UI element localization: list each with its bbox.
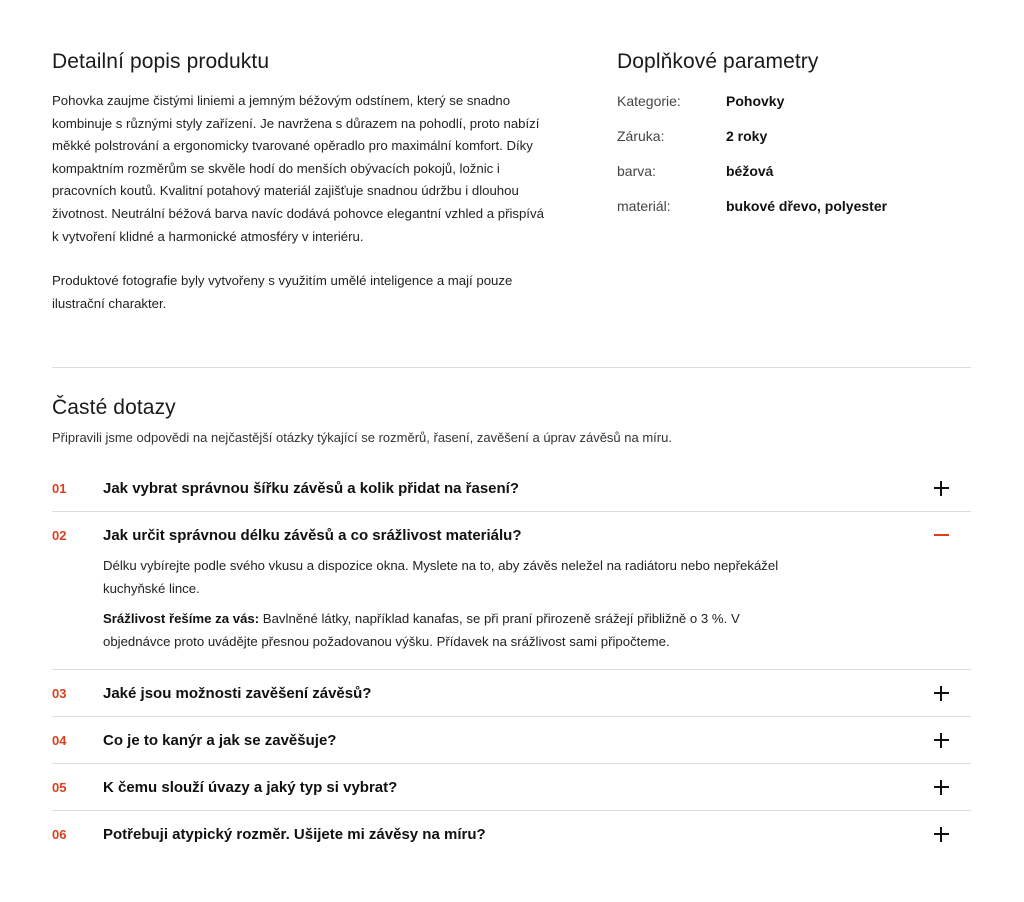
param-row-category [617, 93, 977, 128]
faq-number: 02 [52, 527, 67, 543]
faq-question-toggle[interactable] [52, 512, 971, 558]
minus-icon [934, 528, 949, 543]
faq-section [52, 396, 971, 857]
params-title: Doplňkové parametry [617, 50, 819, 73]
faq-item-expanded [52, 512, 971, 670]
faq-item [52, 764, 971, 811]
additional-parameters [617, 50, 977, 233]
expand-button[interactable] [926, 678, 956, 708]
param-key: Záruka: [617, 128, 665, 144]
param-key: materiál: [617, 198, 671, 214]
faq-number: 01 [52, 480, 67, 496]
faq-question-toggle[interactable] [52, 717, 971, 763]
faq-question-toggle[interactable] [52, 465, 971, 511]
param-value: béžová [726, 163, 774, 179]
param-row-warranty [617, 128, 977, 163]
faq-item [52, 465, 971, 512]
faq-answer [52, 554, 971, 669]
expand-button[interactable] [926, 819, 956, 849]
faq-item [52, 670, 971, 717]
product-description [52, 50, 552, 315]
param-value: Pohovky [726, 93, 785, 109]
answer-text: Bavlněné látky, například kanafas, se při praní přirozeně srážejí přibližně o 3 %. V objednávce proto uvádějte přesnou požadovanou výšku. Přídavek na srážlivost sami připočteme. [103, 611, 740, 649]
faq-question: Jak určit správnou délku závěsů a co srážlivost materiálu? [103, 526, 522, 544]
description-title: Detailní popis produktu [52, 50, 270, 73]
collapse-button[interactable] [926, 520, 956, 550]
faq-title: Časté dotazy [52, 396, 176, 419]
answer-paragraph [103, 607, 793, 653]
faq-question-toggle[interactable] [52, 811, 971, 857]
faq-item [52, 717, 971, 764]
param-key: Kategorie: [617, 93, 681, 109]
plus-icon [934, 827, 949, 842]
faq-question: K čemu slouží úvazy a jaký typ si vybrat? [103, 778, 398, 796]
plus-icon [934, 686, 949, 701]
section-divider [52, 367, 971, 368]
answer-paragraph: Délku vybírejte podle svého vkusu a dispozice okna. Myslete na to, aby závěs neležel na radiátoru nebo nepřekážel kuchyňské lince. [103, 558, 779, 596]
ai-disclaimer: Produktové fotografie byly vytvořeny s využitím umělé inteligence a mají pouze ilustrační charakter. [52, 273, 513, 311]
faq-intro: Připravili jsme odpovědi na nejčastější otázky týkající se rozměrů, řasení, zavěšení a úprav závěsů na míru. [52, 430, 672, 445]
faq-question: Potřebuji atypický rozměr. Ušijete mi závěsy na míru? [103, 825, 486, 843]
faq-item [52, 811, 971, 857]
faq-list [52, 465, 971, 857]
plus-icon [934, 481, 949, 496]
answer-bold-lead: Srážlivost řešíme za vás: [103, 611, 260, 626]
param-value: bukové dřevo, polyester [726, 198, 888, 214]
plus-icon [934, 780, 949, 795]
faq-question-toggle[interactable] [52, 670, 971, 716]
faq-number: 05 [52, 779, 67, 795]
faq-number: 04 [52, 732, 67, 748]
expand-button[interactable] [926, 725, 956, 755]
param-key: barva: [617, 163, 656, 179]
faq-number: 03 [52, 685, 67, 701]
faq-question: Jak vybrat správnou šířku závěsů a kolik přidat na řasení? [103, 479, 520, 497]
expand-button[interactable] [926, 473, 956, 503]
description-paragraph: Pohovka zaujme čistými liniemi a jemným béžovým odstínem, který se snadno kombinuje s různými styly zařízení. Je navržena s důrazem na pohodlí, proto nabízí měkké polstrování a ergonomicky tvarované opěradlo pro maximální komfort. Díky kompaktním rozměrům se skvěle hodí do menších obývacích pokojů, ložnic i pracovních koutů. Kvalitní potahový materiál zajišťuje snadnou údržbu i dlouhou životnost. Neutrální béžová barva navíc dodává pohovce elegantní vzhled a přispívá k vytvoření klidné a harmonické atmosféry v interiéru. [52, 93, 544, 244]
plus-icon [934, 733, 949, 748]
param-row-color [617, 163, 977, 198]
faq-question-toggle[interactable] [52, 764, 971, 810]
faq-question: Jaké jsou možnosti zavěšení závěsů? [103, 684, 372, 702]
param-row-material [617, 198, 977, 233]
faq-question: Co je to kanýr a jak se zavěšuje? [103, 731, 337, 749]
param-value: 2 roky [726, 128, 768, 144]
faq-number: 06 [52, 826, 67, 842]
expand-button[interactable] [926, 772, 956, 802]
